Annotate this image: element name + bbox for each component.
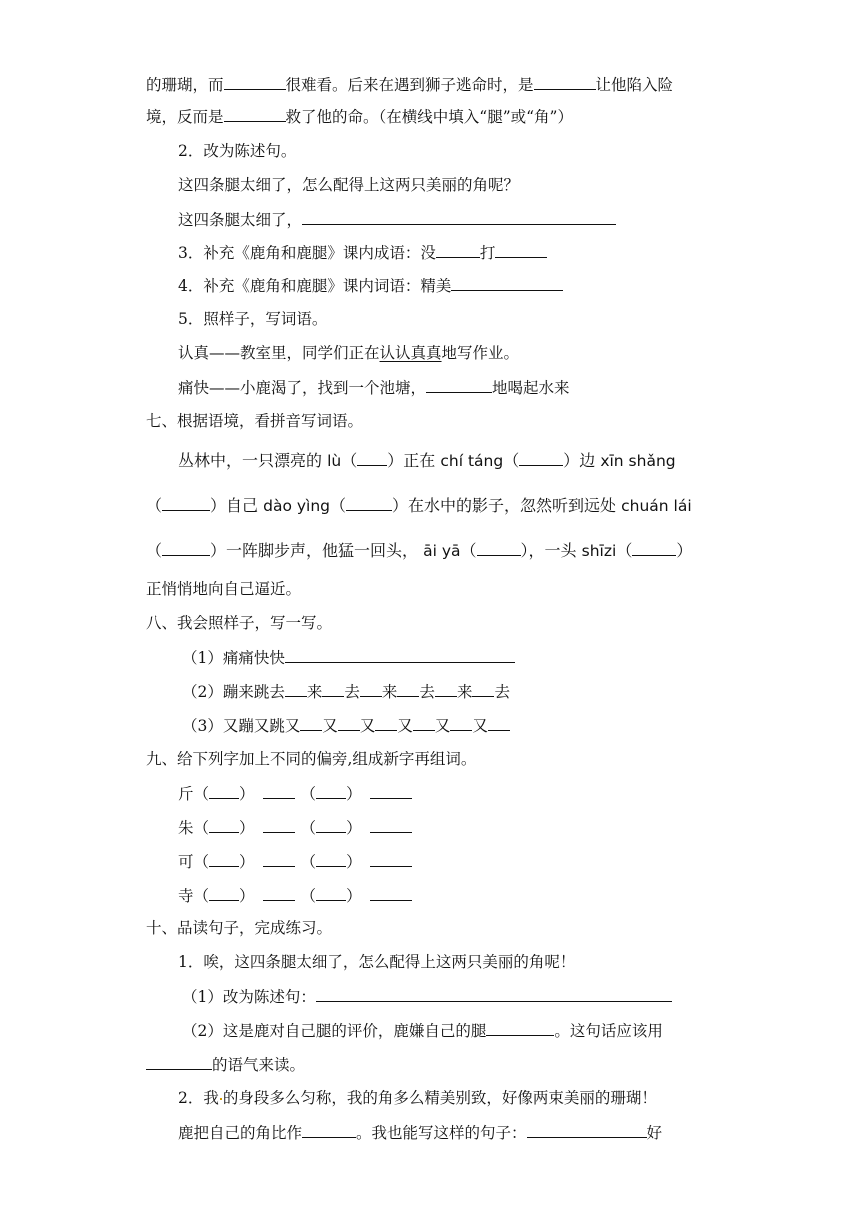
blank[interactable]: [224, 72, 286, 90]
s10-q1-1: （1）改为陈述句：: [182, 984, 672, 1008]
q5-title: 5．照样子，写词语。: [178, 310, 328, 328]
blank[interactable]: [370, 849, 412, 867]
s9-row-1: 斤（ ） （ ）: [178, 781, 412, 805]
blank[interactable]: [495, 240, 547, 258]
blank[interactable]: [486, 1018, 554, 1036]
blank[interactable]: [322, 679, 344, 697]
blank[interactable]: [632, 538, 676, 556]
s8-item-3: （3）又蹦又跳又 又 又 又 又 又: [182, 713, 510, 737]
blank[interactable]: [370, 781, 412, 799]
blank[interactable]: [285, 679, 307, 697]
blank[interactable]: [397, 679, 419, 697]
blank[interactable]: [263, 849, 295, 867]
fill-leg-horn-line-2: 境，反而是 救了他的命。（在横线中填入“腿”或“角”）: [146, 104, 573, 128]
blank[interactable]: [263, 815, 295, 833]
blank[interactable]: [357, 448, 387, 466]
q2-sentence: 这四条腿太细了，怎么配得上这两只美丽的角呢？: [178, 176, 520, 194]
stray-mark: [220, 1098, 222, 1100]
blank[interactable]: [346, 493, 392, 511]
s7-row-3: （ ）一阵脚步声，他猛一回头， āi yā（ ），一头 shīzi（ ）: [146, 538, 692, 562]
blank[interactable]: [488, 713, 510, 731]
blank[interactable]: [209, 849, 239, 867]
s9-row-2: 朱（ ） （ ）: [178, 815, 412, 839]
s8-item-1: （1）痛痛快快: [182, 645, 515, 669]
s10-q1-2: （2）这是鹿对自己腿的评价，鹿嫌自己的腿 。这句话应该用: [182, 1018, 663, 1042]
s7-row-1: 丛林中，一只漂亮的 lù（ ）正在 chí táng（ ）边 xīn shǎng: [178, 448, 676, 472]
blank[interactable]: [316, 815, 346, 833]
blank[interactable]: [370, 883, 412, 901]
s7-row-2: （ ）自己 dào yìng（ ）在水中的影子，忽然听到远处 chuán lái: [146, 493, 692, 517]
q2-title: 2．改为陈述句。: [178, 142, 297, 160]
blank[interactable]: [263, 781, 295, 799]
blank[interactable]: [436, 240, 480, 258]
blank[interactable]: [316, 781, 346, 799]
section-8-title: 八、我会照样子，写一写。: [146, 614, 333, 632]
q3-line: 3．补充《鹿角和鹿腿》课内成语：没 打: [178, 240, 547, 264]
blank[interactable]: [426, 375, 492, 393]
blank[interactable]: [519, 448, 563, 466]
blank[interactable]: [146, 1052, 212, 1070]
blank[interactable]: [300, 713, 322, 731]
blank[interactable]: [413, 713, 435, 731]
blank[interactable]: [209, 815, 239, 833]
blank[interactable]: [472, 679, 494, 697]
blank[interactable]: [534, 72, 596, 90]
blank[interactable]: [285, 645, 515, 663]
blank[interactable]: [316, 883, 346, 901]
blank[interactable]: [527, 1120, 647, 1138]
s10-q1: 1．唉，这四条腿太细了，怎么配得上这两只美丽的角呢！: [178, 953, 576, 971]
s10-q2-task: 鹿把自己的角比作 。我也能写这样的句子： 好: [178, 1120, 662, 1144]
fill-leg-horn-line-1: 的珊瑚，而 很难看。后来在遇到狮子逃命时，是 让他陷入险: [146, 72, 673, 96]
s10-q1-2-cont: 的语气来读。: [146, 1052, 305, 1076]
blank[interactable]: [224, 104, 286, 122]
blank[interactable]: [302, 1120, 356, 1138]
blank[interactable]: [360, 679, 382, 697]
s10-q2: 2．我 的身段多么匀称，我的角多么精美别致，好像两束美丽的珊瑚！: [178, 1089, 657, 1107]
blank[interactable]: [451, 273, 563, 291]
answer-blank[interactable]: [316, 984, 672, 1002]
blank[interactable]: [209, 883, 239, 901]
s8-item-2: （2）蹦来跳去 来 去 来 去 来 去: [182, 679, 510, 703]
blank[interactable]: [263, 883, 295, 901]
s7-row-4: 正悄悄地向自己逼近。: [146, 580, 302, 598]
blank[interactable]: [477, 538, 521, 556]
q2-answer-line: 这四条腿太细了，: [178, 207, 616, 231]
s9-row-3: 可（ ） （ ）: [178, 849, 412, 873]
blank[interactable]: [162, 493, 210, 511]
blank[interactable]: [162, 538, 210, 556]
section-9-title: 九、给下列字加上不同的偏旁,组成新字再组词。: [146, 750, 477, 768]
answer-blank[interactable]: [302, 207, 616, 225]
q5-example: 认真——教室里，同学们正在认认真真地写作业。: [178, 344, 520, 362]
blank[interactable]: [338, 713, 360, 731]
blank[interactable]: [370, 815, 412, 833]
blank[interactable]: [209, 781, 239, 799]
blank[interactable]: [435, 679, 457, 697]
blank[interactable]: [450, 713, 472, 731]
blank[interactable]: [375, 713, 397, 731]
blank[interactable]: [316, 849, 346, 867]
section-10-title: 十、品读句子，完成练习。: [146, 919, 333, 937]
section-7-title: 七、根据语境，看拼音写词语。: [146, 412, 364, 430]
q4-line: 4．补充《鹿角和鹿腿》课内词语：精美: [178, 273, 563, 297]
q5-task: 痛快——小鹿渴了，找到一个池塘， 地喝起水来: [178, 375, 570, 399]
s9-row-4: 寺（ ） （ ）: [178, 883, 412, 907]
